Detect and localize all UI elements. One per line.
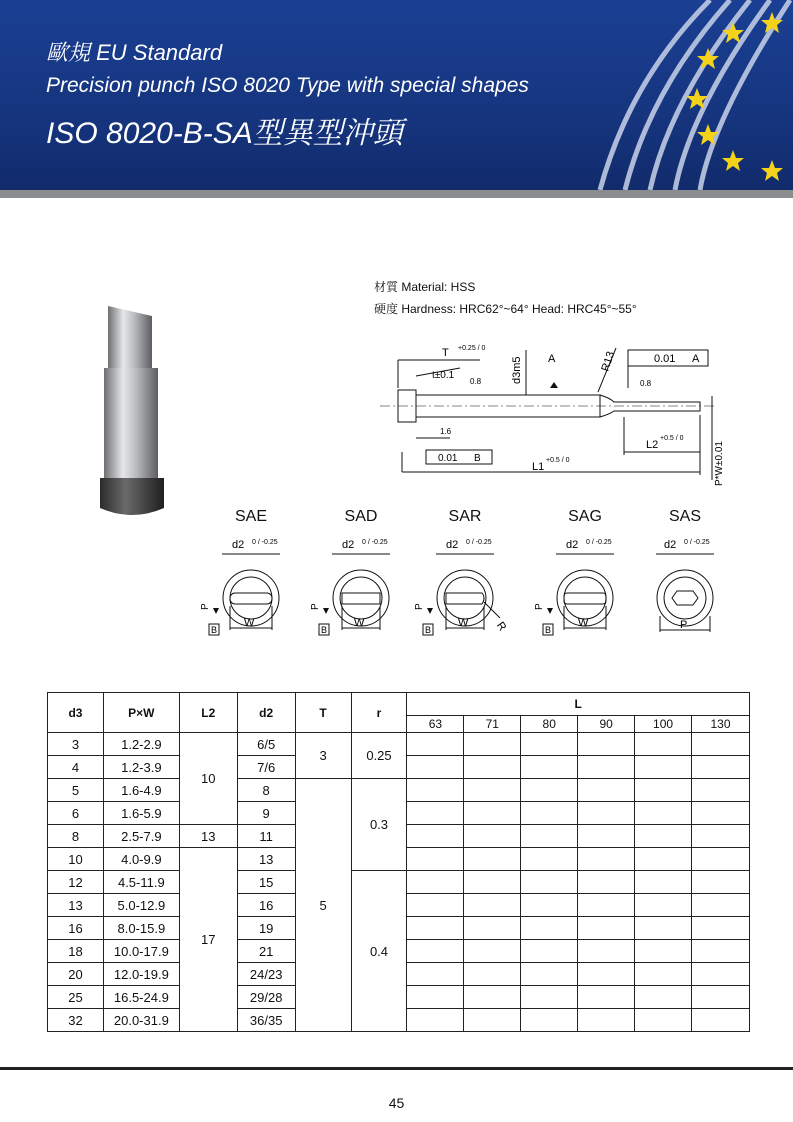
header-title: ISO 8020-B-SA型異型沖頭 (46, 117, 403, 150)
cell-pw: 10.0-17.9 (103, 940, 179, 963)
t2-dim-label: t±0.1 (432, 370, 455, 381)
cell-d2: 8 (237, 779, 295, 802)
b-label: B (545, 625, 552, 635)
cell-l2: 17 (179, 848, 237, 1032)
parallel-ref: B (474, 453, 481, 464)
l-value: 80 (521, 716, 578, 733)
l2-dim-tol: +0.5 / 0 (660, 435, 684, 442)
p-label: P (534, 603, 545, 610)
l-value: 63 (407, 716, 464, 733)
cell-d2: 29/28 (237, 986, 295, 1009)
cell-d3: 4 (48, 756, 104, 779)
datum-a-label: A (548, 353, 556, 365)
d2-label: d2 (566, 539, 579, 551)
section-name: SAR (448, 508, 482, 525)
header-standard: 歐規 EU Standard (46, 40, 223, 65)
cell-d2: 11 (237, 825, 295, 848)
cell-pw: 4.0-9.9 (103, 848, 179, 871)
cell-l2: 13 (179, 825, 237, 848)
cell-d2: 9 (237, 802, 295, 825)
d2-label: d2 (446, 539, 459, 551)
p-label: P (680, 619, 688, 631)
material-spec: 材質 Material: HSS (374, 280, 476, 294)
section-sas (630, 508, 740, 638)
w-label: W (458, 617, 469, 629)
w-label: W (244, 617, 255, 629)
b-label: B (211, 625, 218, 635)
w-label: W (578, 617, 589, 629)
col-header-t: T (295, 693, 351, 733)
punch-size-table (47, 692, 750, 1032)
parallel-tol: 0.01 (438, 453, 458, 464)
col-header-r: r (351, 693, 407, 733)
page-number: 45 (388, 1095, 405, 1111)
cell-d2: 21 (237, 940, 295, 963)
cell-d2: 24/23 (237, 963, 295, 986)
p-label: P (200, 603, 211, 610)
header-divider (0, 190, 793, 198)
section-sae (196, 508, 306, 638)
table-row (48, 779, 750, 802)
l2-dim-label: L2 (646, 439, 659, 451)
cell-d2: 7/6 (237, 756, 295, 779)
d2-tol: 0 / -0.25 (362, 539, 388, 546)
section-name: SAD (344, 508, 378, 525)
cell-pw: 1.6-4.9 (103, 779, 179, 802)
footer-divider (0, 1067, 793, 1070)
cell-pw: 20.0-31.9 (103, 1009, 179, 1032)
cell-d3: 20 (48, 963, 104, 986)
cell-d2: 19 (237, 917, 295, 940)
t-dim-tol: +0.25 / 0 (458, 345, 486, 352)
d2-tol: 0 / -0.25 (466, 539, 492, 546)
w-label: W (354, 617, 365, 629)
section-name: SAG (568, 508, 602, 525)
section-name: SAS (668, 508, 701, 525)
l-value: 90 (578, 716, 635, 733)
roughness-1: 0.8 (470, 377, 482, 386)
cell-d2: 36/35 (237, 1009, 295, 1032)
cell-pw: 12.0-19.9 (103, 963, 179, 986)
cell-d2: 15 (237, 871, 295, 894)
cell-d3: 10 (48, 848, 104, 871)
cell-r: 0.3 (351, 779, 407, 871)
table-row (48, 871, 750, 894)
cell-pw: 8.0-15.9 (103, 917, 179, 940)
l-value: 100 (635, 716, 692, 733)
cell-r: 0.25 (351, 733, 407, 779)
cell-pw: 16.5-24.9 (103, 986, 179, 1009)
page-header (0, 0, 793, 190)
l1-dim-label: L1 (532, 461, 545, 473)
b-label: B (321, 625, 328, 635)
r13-label: R13 (599, 350, 618, 373)
cell-d3: 16 (48, 917, 104, 940)
roughness-2: 0.8 (640, 379, 652, 388)
section-name: SAE (234, 508, 267, 525)
cell-t: 5 (295, 779, 351, 1032)
cell-d3: 12 (48, 871, 104, 894)
cell-r: 0.4 (351, 871, 407, 1032)
l1-dim-tol: +0.5 / 0 (546, 457, 570, 464)
col-header-l2: L2 (179, 693, 237, 733)
cell-d3: 25 (48, 986, 104, 1009)
table-row (48, 733, 750, 756)
col-header-pxw: P×W (103, 693, 179, 733)
d2-label: d2 (342, 539, 355, 551)
cell-pw: 4.5-11.9 (103, 871, 179, 894)
b-label: B (425, 625, 432, 635)
cell-d3: 5 (48, 779, 104, 802)
l-value: 71 (464, 716, 521, 733)
cell-d2: 16 (237, 894, 295, 917)
cell-pw: 1.6-5.9 (103, 802, 179, 825)
cell-d3: 3 (48, 733, 104, 756)
header-subtitle: Precision punch ISO 8020 Type with special shapes (46, 74, 529, 97)
eu-stars-graphic (540, 0, 793, 190)
cell-d3: 8 (48, 825, 104, 848)
d2-label: d2 (664, 539, 677, 551)
cell-pw: 1.2-3.9 (103, 756, 179, 779)
cell-d3: 32 (48, 1009, 104, 1032)
d2-tol: 0 / -0.25 (586, 539, 612, 546)
l-value: 130 (692, 716, 750, 733)
d2-tol: 0 / -0.25 (252, 539, 278, 546)
cell-pw: 2.5-7.9 (103, 825, 179, 848)
cell-d3: 13 (48, 894, 104, 917)
cell-pw: 1.2-2.9 (103, 733, 179, 756)
pw-dim-label: P*W±0.01 (714, 441, 725, 486)
cell-d3: 18 (48, 940, 104, 963)
flatness-ref: A (692, 353, 700, 365)
p-label: P (310, 603, 321, 610)
col-header-l: L (407, 693, 750, 716)
roughness-3: 1.6 (440, 427, 452, 436)
d3-dim-label: d3m5 (511, 356, 523, 384)
cell-t: 3 (295, 733, 351, 779)
cell-d3: 6 (48, 802, 104, 825)
punch-drawing (370, 340, 730, 490)
punch-photo (92, 298, 172, 528)
r-label: R (493, 619, 509, 634)
section-sad (306, 508, 416, 638)
d2-label: d2 (232, 539, 245, 551)
section-sar (410, 508, 520, 638)
cell-l2: 10 (179, 733, 237, 825)
hardness-spec: 硬度 Hardness: HRC62°~64° Head: HRC45°~55° (374, 302, 637, 316)
flatness-tol: 0.01 (654, 353, 676, 365)
t-dim-label: T (442, 347, 449, 359)
cell-d2: 6/5 (237, 733, 295, 756)
p-label: P (414, 603, 425, 610)
cell-d2: 13 (237, 848, 295, 871)
cell-pw: 5.0-12.9 (103, 894, 179, 917)
col-header-d2: d2 (237, 693, 295, 733)
section-sag (530, 508, 640, 638)
d2-tol: 0 / -0.25 (684, 539, 710, 546)
col-header-d3: d3 (48, 693, 104, 733)
